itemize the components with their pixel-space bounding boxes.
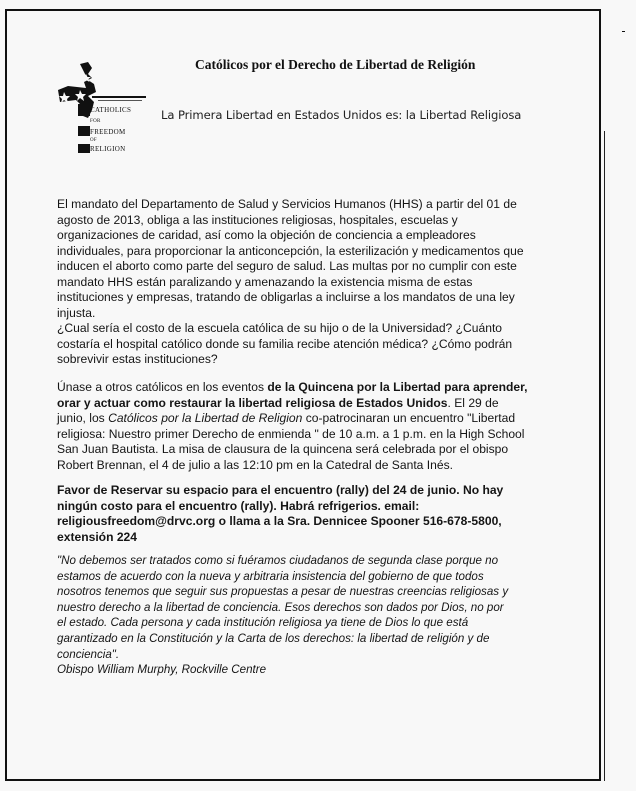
- quote-attribution: Obispo William Murphy, Rockville Centre: [57, 663, 267, 677]
- paragraph-rsvp: [57, 483, 557, 545]
- paragraph-hhs-mandate: [57, 197, 557, 321]
- text-line: mandato HHS están paralizando y amenazando la existencia misma de estas: [57, 274, 473, 289]
- text-run-italic: Católicos por la Libertad de Religion: [108, 411, 303, 425]
- text-run-bold: orar y actuar como restaurar la libertad religiosa de Estados Unidos: [57, 395, 448, 410]
- logo-block-2: [78, 126, 90, 136]
- bishop-quote: [57, 553, 557, 678]
- paragraph-fortnight-for-freedom: [57, 380, 557, 473]
- logo-block-1: [78, 104, 90, 116]
- text-run: junio, los: [57, 411, 109, 425]
- text-line: ningún costo para el encuentro (rally). Habrá refrigerios. email:: [57, 498, 420, 513]
- text-line: organizaciones de caridad, así como la objeción de conciencia a empleadores: [57, 228, 476, 242]
- text-line: garantizado en la Constitución y la Carta de los derechos: la libertad de religión y de: [57, 631, 490, 645]
- text-line: ¿Cual sería el costo de la escuela católica de su hijo o de la Universidad? ¿Cuánto: [57, 321, 503, 335]
- text-line: instituciones y empresas, tratando de obligarlas a incluirse a los mandatos de una ley: [57, 290, 515, 304]
- text-run-bold: de la Quincena por la Libertad para aprender,: [267, 380, 528, 394]
- text-line: religiousfreedom@drvc.org o llama a la Sra. Dennicee Spooner 516-678-5800,: [57, 514, 502, 528]
- text-line: inducen el aborto como parte del seguro de salud. Las multas por no cumplir con este: [57, 259, 517, 273]
- logo-text-line: FOR: [90, 119, 101, 124]
- logo-text-line: CATHOLICS: [90, 106, 132, 114]
- text-line: Favor de Reservar su espacio para el encuentro (rally) del 24 de junio. No hay: [57, 483, 504, 497]
- text-line: el estado. Cada persona y cada institución religiosa ya tiene de Dios lo que está: [57, 616, 469, 630]
- text-line: El mandato del Departamento de Salud y Servicios Humanos (HHS) a partir del 01 de: [57, 197, 517, 211]
- logo-text-line: RELIGION: [90, 145, 126, 153]
- text-line: nuestro derecho a la libertad de conciencia. Esos derechos son dados por Dios, no por: [57, 600, 504, 614]
- text-line: "No debemos ser tratados como si fuéramos ciudadanos de segunda clase porque no: [57, 554, 499, 567]
- text-line: [57, 396, 557, 412]
- text-run: Únase a otros católicos en los eventos: [57, 380, 268, 394]
- text-line: religiosa: Nuestro primer Derecho de enmienda " de 10 a.m. a 1 p.m. en la High School: [57, 426, 525, 441]
- text-line: nosotros tenemos que seguir sus propuestas a pesar de nuestras creencias religiosas y: [57, 585, 509, 599]
- text-line: injusta.: [57, 305, 96, 320]
- logo-block-3: [78, 144, 90, 153]
- catholics-for-freedom-of-religion-logo: [58, 62, 148, 154]
- paragraph-cost-questions: [57, 321, 557, 368]
- text-line: [57, 411, 557, 427]
- page-border-inner-line: [604, 131, 605, 781]
- text-line: conciencia".: [57, 647, 120, 661]
- text-run: . El 29 de: [447, 395, 499, 410]
- text-line: individuales, para proporcionar la anticoncepción, la esterilización y medicamentos que: [57, 243, 524, 258]
- text-line: extensión 224: [57, 529, 137, 544]
- text-line: [57, 380, 557, 396]
- text-line: Robert Brennan, el 4 de julio a las 12:10 pm en la Catedral de Santa Inés.: [57, 457, 453, 472]
- document-subtitle: La Primera Libertad en Estados Unidos es: la Libertad Religiosa: [161, 108, 522, 122]
- text-run: co-patrocinaran un encuentro "Libertad: [302, 411, 516, 425]
- text-line: San Juan Bautista. La misa de clausura de la quincena será celebrada por el obispo: [57, 442, 509, 456]
- text-line: agosto de 2013, obliga a las instituciones religiosas, hospitales, escuelas y: [57, 212, 458, 227]
- text-line: costaría el hospital católico donde su familia recibe atención médica? ¿Cómo podrán: [57, 336, 513, 351]
- text-line: estamos de acuerdo con la nueva y arbitraria insistencia del gobierno de que todos: [57, 569, 484, 583]
- document-title: Católicos por el Derecho de Libertad de Religión: [195, 57, 476, 72]
- scan-artifact: [622, 31, 625, 32]
- logo-text-line: OF: [90, 138, 97, 143]
- logo-text-line: FREEDOM: [90, 128, 126, 136]
- text-line: sobrevivir estas instituciones?: [57, 352, 218, 366]
